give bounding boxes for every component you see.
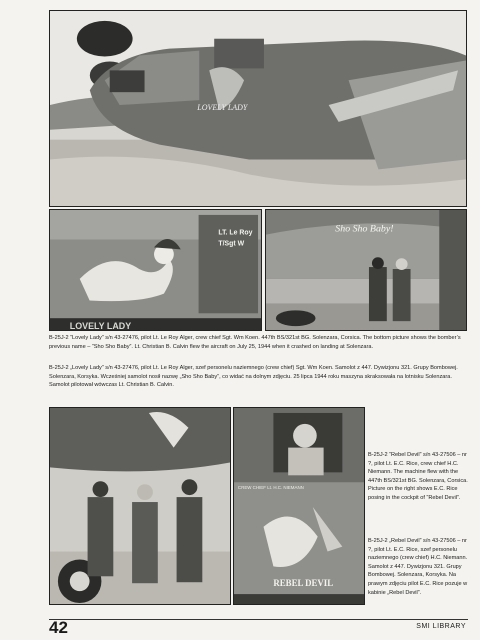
rebel-devil-text: REBEL DEVIL [273, 578, 334, 589]
publisher-label: SMI LIBRARY [416, 623, 466, 630]
caption-rebel-devil-pl: B-25J-2 „Rebel Devil” s/n 43-27506 – nr ?, pilot Lt. E.C. Rice, szef personelu naziemnego (crew chief) H.C. Niemann. Samolot z 447. Dywizjonu 321. Grupy Bombowej. Solenzara, Korsyka. Na prawym zdjęciu pilot E.C. Rice pozuje w kabinie „Rebel Devil”. [368, 538, 468, 596]
photo-rebel-devil-crew [49, 407, 231, 605]
photo-sho-sho-baby [265, 209, 467, 331]
photo-crashed-b25 [49, 10, 467, 207]
caption-lovely-lady-en: B-25J-2 “Lovely Lady” s/n 43-27476, pilot Lt. Le Roy Alger, crew chief Sgt. Wm Koen. 447th BS/321st BG. Solenzara, Corsica. The bottom picture shows the bomber’s previous name – “Sho Sho Baby”. Lt. Christian B. Calvin flew the aircraft on July 25, 1944 when it crashed on landing at Solenzara. [49, 335, 461, 350]
photo-lovely-lady-nose-art [49, 209, 262, 331]
footer-rule [49, 619, 468, 620]
caption-rebel-devil-en: B-25J-2 “Rebel Devil” s/n 43-27506 – nr ?, pilot Lt. E.C. Rice, crew chief H.C. Niemann. The machine flew with the 447th BS/321st BG. Solenzara, Corsica. Picture on the right shows E.C. Rice posing in the cockpit of “Rebel Devil”. [368, 452, 468, 501]
lovely-lady-nose-art-text: LOVELY LADY [197, 103, 248, 112]
sho-sho-baby-text: Sho Sho Baby! [335, 223, 394, 235]
lovely-lady-bottom-text: LOVELY LADY [69, 321, 132, 330]
photo-rebel-devil-cockpit [233, 407, 365, 605]
crew-chief-text: CREW CHIEF Lt. H.C. NIEMANN [237, 485, 304, 491]
le-roy-text: LT. Le Roy [218, 229, 253, 237]
koen-text: T/Sgt W [218, 240, 245, 248]
caption-lovely-lady-pl: B-25J-2 „Lovely Lady” s/n 43-27476, pilot Lt. Le Roy Alger, szef personelu naziemnego (crew chief) Sgt. Wm Koen. Samolot z 447. Dywizjonu 321. Grupy Bombowej. Solenzara, Korsyka. Wcześniej samolot nosił nazwę „Sho Sho Baby”, co widać na dolnym zdjęciu. 25 lipca 1944 roku maszyna skraksowała na lotnisku Solenzara. Samolot pilotował wówczas Lt. Christian B. Calvin. [49, 365, 458, 389]
page-number: 42 [49, 618, 68, 637]
